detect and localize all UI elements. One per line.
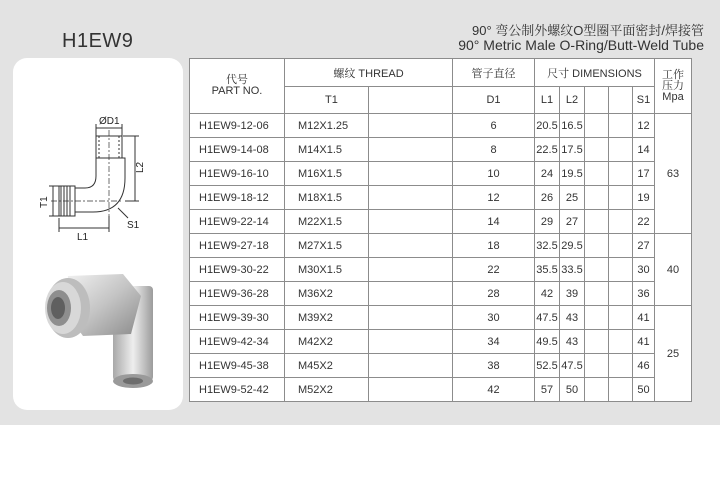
- header-d1: D1: [453, 87, 535, 114]
- cell-d1: 18: [453, 234, 535, 258]
- cell-l2: 43: [560, 330, 585, 354]
- cell-blank: [609, 186, 633, 210]
- cell-l2: 50: [560, 378, 585, 402]
- cell-blank: [585, 114, 609, 138]
- table-row: [190, 210, 692, 234]
- label-s1: S1: [127, 220, 140, 231]
- cell-blank: [585, 330, 609, 354]
- cell-blank: [585, 210, 609, 234]
- label-t1: T1: [39, 196, 50, 208]
- cell-l2: 19.5: [560, 162, 585, 186]
- header-s1: S1: [633, 87, 655, 114]
- cell-s1: 41: [633, 330, 655, 354]
- cell-l2: 33.5: [560, 258, 585, 282]
- cell-s1: 22: [633, 210, 655, 234]
- cell-blank: [609, 234, 633, 258]
- cell-t1: M14X1.5: [285, 138, 369, 162]
- fitting-photo: [13, 256, 183, 396]
- cell-blank: [369, 162, 453, 186]
- cell-l2: 27: [560, 210, 585, 234]
- cell-d1: 6: [453, 114, 535, 138]
- cell-l2: 17.5: [560, 138, 585, 162]
- table-row: [190, 330, 692, 354]
- cell-part-no: H1EW9-45-38: [190, 354, 285, 378]
- technical-drawing: [13, 58, 183, 258]
- cell-s1: 14: [633, 138, 655, 162]
- cell-blank: [609, 258, 633, 282]
- cell-pressure: 63: [655, 114, 692, 234]
- cell-l1: 47.5: [535, 306, 560, 330]
- cell-l1: 35.5: [535, 258, 560, 282]
- cell-l1: 49.5: [535, 330, 560, 354]
- cell-blank: [369, 114, 453, 138]
- cell-pressure: 40: [655, 234, 692, 306]
- cell-t1: M52X2: [285, 378, 369, 402]
- header-blank-cell: [585, 87, 609, 114]
- cell-blank: [609, 138, 633, 162]
- cell-d1: 8: [453, 138, 535, 162]
- table-row: [190, 354, 692, 378]
- cell-blank: [585, 258, 609, 282]
- cell-blank: [369, 354, 453, 378]
- cell-blank: [369, 378, 453, 402]
- table-row: [190, 162, 692, 186]
- cell-blank: [609, 282, 633, 306]
- cell-l1: 52.5: [535, 354, 560, 378]
- cell-blank: [609, 378, 633, 402]
- cell-t1: M42X2: [285, 330, 369, 354]
- header-l2: L2: [560, 87, 585, 114]
- cell-blank: [369, 258, 453, 282]
- cell-l1: 24: [535, 162, 560, 186]
- cell-blank: [369, 210, 453, 234]
- label-l2: L2: [135, 161, 146, 173]
- cell-d1: 22: [453, 258, 535, 282]
- table-row: [190, 114, 692, 138]
- product-title-chinese: 90° 弯公制外螺纹O型圈平面密封/焊接管: [472, 23, 704, 38]
- cell-s1: 36: [633, 282, 655, 306]
- product-title-english: 90° Metric Male O-Ring/Butt-Weld Tube: [458, 37, 704, 53]
- cell-l1: 42: [535, 282, 560, 306]
- cell-l2: 39: [560, 282, 585, 306]
- cell-d1: 12: [453, 186, 535, 210]
- cell-l2: 47.5: [560, 354, 585, 378]
- cell-blank: [585, 138, 609, 162]
- illustration-panel: [13, 58, 183, 410]
- cell-l1: 57: [535, 378, 560, 402]
- cell-t1: M45X2: [285, 354, 369, 378]
- header-l1: L1: [535, 87, 560, 114]
- cell-blank: [609, 330, 633, 354]
- cell-t1: M16X1.5: [285, 162, 369, 186]
- cell-s1: 17: [633, 162, 655, 186]
- cell-s1: 12: [633, 114, 655, 138]
- cell-pressure: 25: [655, 306, 692, 402]
- cell-part-no: H1EW9-18-12: [190, 186, 285, 210]
- cell-t1: M30X1.5: [285, 258, 369, 282]
- cell-t1: M27X1.5: [285, 234, 369, 258]
- cell-d1: 42: [453, 378, 535, 402]
- cell-s1: 41: [633, 306, 655, 330]
- header-blank-cell: [369, 87, 453, 114]
- cell-d1: 30: [453, 306, 535, 330]
- cell-l1: 22.5: [535, 138, 560, 162]
- specification-table: [189, 58, 692, 402]
- table-row: [190, 378, 692, 402]
- cell-part-no: H1EW9-12-06: [190, 114, 285, 138]
- cell-part-no: H1EW9-14-08: [190, 138, 285, 162]
- cell-blank: [585, 162, 609, 186]
- table-row: [190, 234, 692, 258]
- cell-d1: 28: [453, 282, 535, 306]
- cell-d1: 34: [453, 330, 535, 354]
- cell-blank: [369, 138, 453, 162]
- cell-part-no: H1EW9-22-14: [190, 210, 285, 234]
- cell-d1: 14: [453, 210, 535, 234]
- cell-d1: 38: [453, 354, 535, 378]
- cell-l2: 29.5: [560, 234, 585, 258]
- cell-blank: [585, 306, 609, 330]
- cell-l2: 43: [560, 306, 585, 330]
- table-row: [190, 186, 692, 210]
- cell-blank: [369, 234, 453, 258]
- table-row: [190, 306, 692, 330]
- cell-t1: M12X1.25: [285, 114, 369, 138]
- cell-part-no: H1EW9-27-18: [190, 234, 285, 258]
- cell-l1: 26: [535, 186, 560, 210]
- cell-s1: 30: [633, 258, 655, 282]
- cell-blank: [585, 234, 609, 258]
- cell-s1: 19: [633, 186, 655, 210]
- label-d1: ØD1: [99, 116, 120, 127]
- cell-blank: [585, 378, 609, 402]
- cell-s1: 50: [633, 378, 655, 402]
- cell-part-no: H1EW9-16-10: [190, 162, 285, 186]
- cell-blank: [609, 114, 633, 138]
- cell-l2: 25: [560, 186, 585, 210]
- cell-blank: [609, 306, 633, 330]
- table-row: [190, 138, 692, 162]
- cell-blank: [585, 186, 609, 210]
- cell-blank: [369, 330, 453, 354]
- cell-blank: [369, 282, 453, 306]
- cell-part-no: H1EW9-39-30: [190, 306, 285, 330]
- cell-blank: [609, 162, 633, 186]
- header-tube-diameter: 管子直径: [453, 59, 535, 87]
- table-row: [190, 282, 692, 306]
- header-t1: T1: [285, 87, 369, 114]
- cell-l2: 16.5: [560, 114, 585, 138]
- cell-blank: [609, 210, 633, 234]
- cell-blank: [369, 186, 453, 210]
- table-row: [190, 258, 692, 282]
- cell-d1: 10: [453, 162, 535, 186]
- cell-blank: [585, 282, 609, 306]
- cell-l1: 20.5: [535, 114, 560, 138]
- product-code-title: H1EW9: [62, 30, 134, 52]
- cell-l1: 32.5: [535, 234, 560, 258]
- cell-t1: M36X2: [285, 282, 369, 306]
- cell-l1: 29: [535, 210, 560, 234]
- header-part-no: 代号 PART NO.: [190, 59, 285, 114]
- cell-t1: M18X1.5: [285, 186, 369, 210]
- header-thread: 螺纹 THREAD: [285, 59, 453, 87]
- cell-t1: M22X1.5: [285, 210, 369, 234]
- table-header-row: [190, 59, 692, 87]
- header-blank-cell: [609, 87, 633, 114]
- cell-s1: 46: [633, 354, 655, 378]
- header-dimensions: 尺寸 DIMENSIONS: [535, 59, 655, 87]
- cell-blank: [369, 306, 453, 330]
- cell-part-no: H1EW9-36-28: [190, 282, 285, 306]
- cell-part-no: H1EW9-42-34: [190, 330, 285, 354]
- label-l1: L1: [77, 232, 89, 243]
- cell-blank: [609, 354, 633, 378]
- cell-t1: M39X2: [285, 306, 369, 330]
- header-working-pressure: 工作 压力 Mpa: [655, 59, 692, 114]
- cell-part-no: H1EW9-52-42: [190, 378, 285, 402]
- cell-part-no: H1EW9-30-22: [190, 258, 285, 282]
- cell-s1: 27: [633, 234, 655, 258]
- cell-blank: [585, 354, 609, 378]
